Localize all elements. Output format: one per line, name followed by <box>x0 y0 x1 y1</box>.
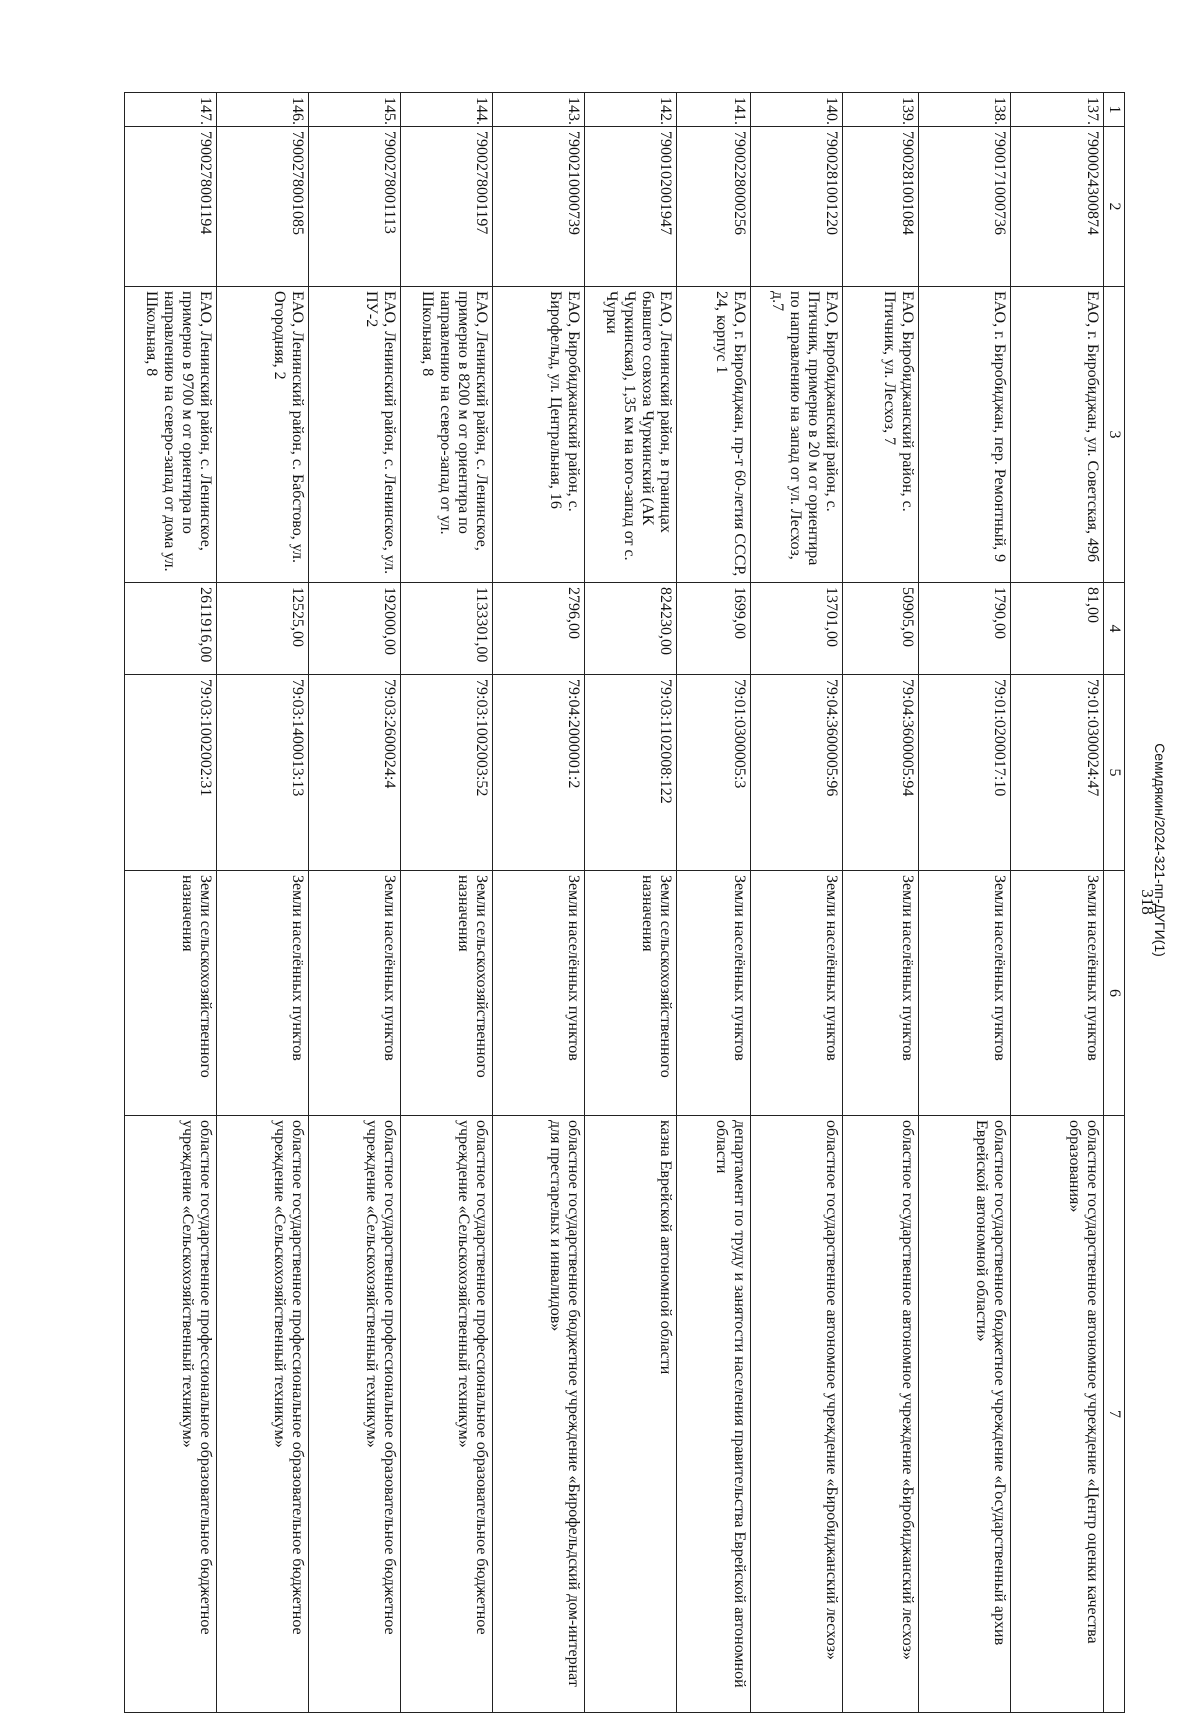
row-number-cell: 137. <box>1011 93 1104 127</box>
holder-cell: областное государственное профессиональное образовательное бюджетное учреждение «Сельскохозяйственный техникум» <box>401 1116 493 1713</box>
address-cell: ЕАО, г. Биробиджан, ул. Советская, 49б <box>1011 287 1104 583</box>
land-category-cell: Земли населённых пунктов <box>843 871 919 1116</box>
table-row <box>217 93 309 1713</box>
column-header: 1 <box>1104 93 1125 127</box>
registry-number-cell: 7900278001085 <box>217 127 309 287</box>
holder-cell: департамент по труду и занятости населения правительства Еврейской автономной области <box>677 1116 751 1713</box>
land-registry-table <box>124 92 1125 1713</box>
area-cell: 81,00 <box>1011 583 1104 675</box>
table-row <box>751 93 843 1713</box>
cadastral-number-cell: 79:03:2600024:4 <box>309 675 401 871</box>
address-cell: ЕАО, Биробиджанский район, с. Бирофельд, ул. Центральная, 16 <box>493 287 585 583</box>
rotated-page <box>75 92 1157 1712</box>
registry-number-cell: 7900278001197 <box>401 127 493 287</box>
cadastral-number-cell: 79:04:3600005:96 <box>751 675 843 871</box>
cadastral-number-cell: 79:03:1002003:52 <box>401 675 493 871</box>
registry-number-cell: 7900171000736 <box>919 127 1011 287</box>
table-row <box>677 93 751 1713</box>
address-cell: ЕАО, Ленинский район, с. Ленинское, ул. ПУ-2 <box>309 287 401 583</box>
land-category-cell: Земли населённых пунктов <box>677 871 751 1116</box>
table-row <box>1011 93 1104 1713</box>
table-row <box>493 93 585 1713</box>
column-header: 4 <box>1104 583 1125 675</box>
cadastral-number-cell: 79:01:0300024:47 <box>1011 675 1104 871</box>
row-number-cell: 146. <box>217 93 309 127</box>
column-header: 3 <box>1104 287 1125 583</box>
land-category-cell: Земли сельскохозяйственного назначения <box>125 871 217 1116</box>
address-cell: ЕАО, Ленинский район, с. Ленинское, примерно в 9700 м от ориентира по направлению на северо-запад от дома ул. Школьная, 8 <box>125 287 217 583</box>
registry-number-cell: 7900228000256 <box>677 127 751 287</box>
area-cell: 2611916,00 <box>125 583 217 675</box>
table-row <box>843 93 919 1713</box>
column-header: 5 <box>1104 675 1125 871</box>
row-number-cell: 141. <box>677 93 751 127</box>
row-number-cell: 145. <box>309 93 401 127</box>
land-category-cell: Земли населённых пунктов <box>919 871 1011 1116</box>
column-header: 2 <box>1104 127 1125 287</box>
row-number-cell: 144. <box>401 93 493 127</box>
area-cell: 50905,00 <box>843 583 919 675</box>
cadastral-number-cell: 79:04:3600005:94 <box>843 675 919 871</box>
row-number-cell: 139. <box>843 93 919 127</box>
holder-cell: областное государственное бюджетное учреждение «Государственный архив Еврейской автономной области» <box>919 1116 1011 1713</box>
address-cell: ЕАО, Ленинский район, с. Бабстово, ул. Огородняя, 2 <box>217 287 309 583</box>
holder-cell: областное государственное бюджетное учреждение «Бирофельдский дом-интернат для престарелых и инвалидов» <box>493 1116 585 1713</box>
column-header: 7 <box>1104 1116 1125 1713</box>
holder-cell: областное государственное профессиональное образовательное бюджетное учреждение «Сельскохозяйственный техникум» <box>309 1116 401 1713</box>
registry-number-cell: 7900278001194 <box>125 127 217 287</box>
address-cell: ЕАО, Биробиджанский район, с. Птичник, ул. Лесхоз, 7 <box>843 287 919 583</box>
row-number-cell: 142. <box>585 93 677 127</box>
row-number-cell: 138. <box>919 93 1011 127</box>
address-cell: ЕАО, г. Биробиджан, пер. Ремонтный, 9 <box>919 287 1011 583</box>
holder-cell: казна Еврейской автономной области <box>585 1116 677 1713</box>
holder-cell: областное государственное автономное учреждение «Биробиджанский лесхоз» <box>751 1116 843 1713</box>
table-row <box>401 93 493 1713</box>
holder-cell: областное государственное автономное учреждение «Биробиджанский лесхоз» <box>843 1116 919 1713</box>
row-number-cell: 143. <box>493 93 585 127</box>
registry-number-cell: 7900102001947 <box>585 127 677 287</box>
table-row <box>309 93 401 1713</box>
registry-number-cell: 7900278001113 <box>309 127 401 287</box>
land-category-cell: Земли населённых пунктов <box>309 871 401 1116</box>
area-cell: 1699,00 <box>677 583 751 675</box>
registry-number-cell: 7900024300874 <box>1011 127 1104 287</box>
land-category-cell: Земли сельскохозяйственного назначения <box>585 871 677 1116</box>
address-cell: ЕАО, Ленинский район, в границах бывшего совхоза Чуркинский (АК Чуркинская), 1,35 км на юго-запад от с. Чурки <box>585 287 677 583</box>
holder-cell: областное государственное профессиональное образовательное бюджетное учреждение «Сельскохозяйственный техникум» <box>125 1116 217 1713</box>
row-number-cell: 140. <box>751 93 843 127</box>
area-cell: 824230,00 <box>585 583 677 675</box>
land-category-cell: Земли сельскохозяйственного назначения <box>401 871 493 1116</box>
address-cell: ЕАО, Биробиджанский район, с. Птичник, примерно в 20 м от ориентира по направлению на запад от ул. Лесхоз, д.7 <box>751 287 843 583</box>
area-cell: 1790,00 <box>919 583 1011 675</box>
address-cell: ЕАО, г. Биробиджан, пр-т 60-летия СССР, 24, корпус 1 <box>677 287 751 583</box>
footer-document-code: Семидякин/2024-321-пп-ДУГИ(1) <box>1152 743 1168 957</box>
land-category-cell: Земли населённых пунктов <box>493 871 585 1116</box>
holder-cell: областное государственное автономное учреждение «Центр оценки качества образования» <box>1011 1116 1104 1713</box>
table-row <box>585 93 677 1713</box>
cadastral-number-cell: 79:04:2000001:2 <box>493 675 585 871</box>
table-row <box>919 93 1011 1713</box>
address-cell: ЕАО, Ленинский район, с. Ленинское, примерно в 8200 м от ориентира по направлению на северо-запад от ул. Школьная, 8 <box>401 287 493 583</box>
page-number: 318 <box>1138 889 1157 915</box>
registry-number-cell: 7900210000739 <box>493 127 585 287</box>
table-row <box>125 93 217 1713</box>
area-cell: 192000,00 <box>309 583 401 675</box>
area-cell: 13701,00 <box>751 583 843 675</box>
cadastral-number-cell: 79:01:0200017:10 <box>919 675 1011 871</box>
registry-number-cell: 7900281001084 <box>843 127 919 287</box>
land-category-cell: Земли населённых пунктов <box>1011 871 1104 1116</box>
column-header: 6 <box>1104 871 1125 1116</box>
area-cell: 12525,00 <box>217 583 309 675</box>
area-cell: 2796,00 <box>493 583 585 675</box>
cadastral-number-cell: 79:01:0300005:3 <box>677 675 751 871</box>
area-cell: 1133301,00 <box>401 583 493 675</box>
land-category-cell: Земли населённых пунктов <box>751 871 843 1116</box>
header-row <box>1104 93 1125 1713</box>
holder-cell: областное государственное профессиональное образовательное бюджетное учреждение «Сельскохозяйственный техникум» <box>217 1116 309 1713</box>
registry-number-cell: 7900281001220 <box>751 127 843 287</box>
cadastral-number-cell: 79:03:1102008:122 <box>585 675 677 871</box>
land-category-cell: Земли населённых пунктов <box>217 871 309 1116</box>
cadastral-number-cell: 79:03:1002002:31 <box>125 675 217 871</box>
cadastral-number-cell: 79:03:1400013:13 <box>217 675 309 871</box>
row-number-cell: 147. <box>125 93 217 127</box>
